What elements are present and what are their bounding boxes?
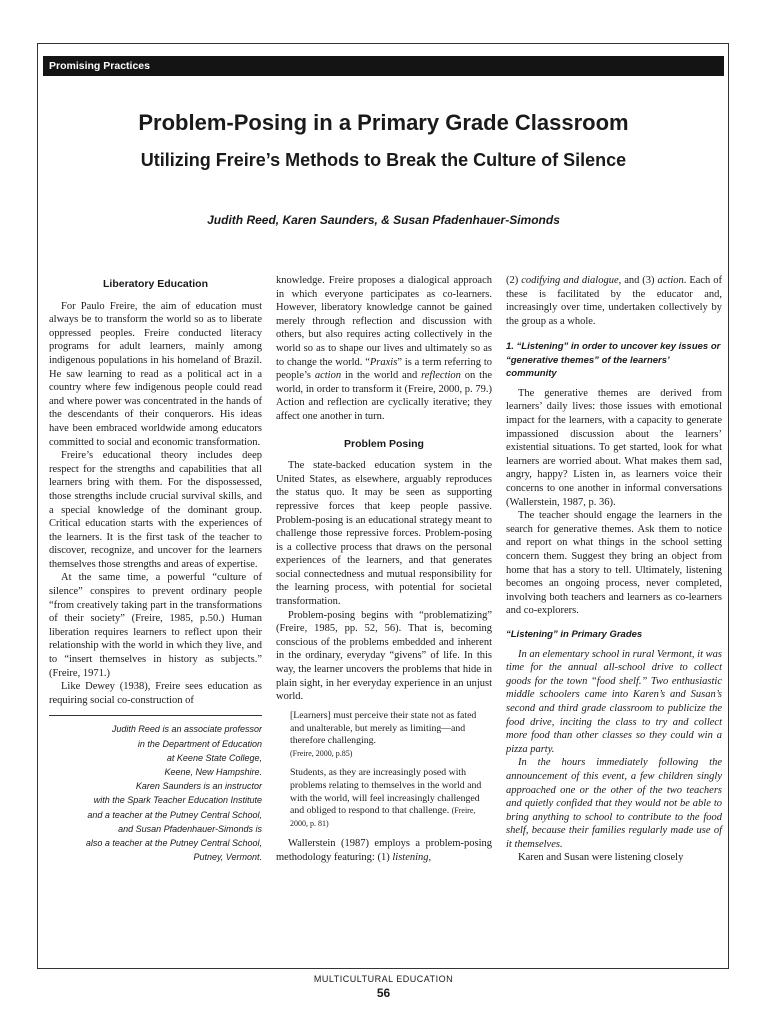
- author-bio: [49, 722, 262, 864]
- bio-line: and Susan Pfadenhauer-Simonds is: [118, 823, 262, 834]
- paragraph: The state-backed education system in the United States, as elsewhere, arguably reproduces the status quo. It may be seen as supporting repressive forces that keep people passive. Problem-posing is an educational strategy meant to challenge those repressive forces. Problem-posing is a collective process that draws on the personal experiences of the learners, and that generates social connectedness and mutual responsibility for the learning process, with potential for societal transformation.: [276, 460, 492, 608]
- paragraph: knowledge. Freire proposes a dialogical approach in which everyone participates as co-learners. However, liberatory knowledge cannot be gained merely through reflection and discussion with others, but also requires acting collectively in the world so as to shape our lives and ultimately so as to change the world. “Praxis” is a term referring to people’s action in the world and reflection on the world, in order to transform it (Freire, 2000, p. 79.) Action and reflection are cyclically iterative; they affect one another in turn.: [276, 275, 492, 422]
- journal-name: MULTICULTURAL EDUCATION: [313, 974, 454, 984]
- paragraph: For Paulo Freire, the aim of education must always be to transform the world so as to liberate oppressed peoples. Freire conducted literacy programs for adult learners, mainly among indigenous populations in his homeland of Brazil. He saw learning to read as a political act in a country where few indigenous people could read and where power was concentrated in the hands of the descendants of their conquerors. His ideas have been embraced worldwide among educators committed to social and economic transformation.: [49, 300, 262, 448]
- section-label: Promising Practices: [43, 56, 724, 76]
- bio-line: in the Department of Education: [137, 738, 262, 749]
- bio-line: with the Spark Teacher Education Institute: [93, 795, 262, 806]
- paragraph: In the hours immediately following the announcement of this event, a few children singly approached one or the other of the two teachers and quietly confided that they would not be able to bring anything to school to contribute to the food shelf, because their families regularly made use of it themselves.: [506, 757, 722, 850]
- block-quote: [Learners] must perceive their state not as fated and unalterable, but merely as limiting—and therefore challenging. (Freire, 2000, p.85): [290, 709, 477, 759]
- block-quote: Students, as they are increasingly posed with problems relating to themselves in the world and with the world, will feel increasingly challenged and obliged to respond to that challenge. (Freire, 2000, p. 81): [290, 767, 482, 829]
- column-2: [276, 274, 492, 864]
- paragraph: Wallerstein (1987) employs a problem-posing methodology featuring: (1) listening,: [276, 837, 492, 863]
- paragraph: At the same time, a powerful “culture of silence” conspires to prevent ordinary people “from creatively taking part in the transformations of their society” (Freire, 1985, p.50.) Human liberation requires learners to reflect upon their relationship with the world in which they live, and to “insert themselves in history as subjects.” (Freire, 1971.): [49, 572, 262, 679]
- paragraph: (2) codifying and dialogue, and (3) action. Each of these is facilitated by the educator and, increasingly over time, undertaken collectively by the group as a whole.: [506, 275, 722, 327]
- paragraph: In an elementary school in rural Vermont, it was time for the annual all-school drive to collect goods for the town “food shelf.” Two enthusiastic middle schoolers came into Karen’s and Susan’s second and third grade classroom to publicize the food drive, inciting the class to try and collect more food than other classes so they could win a pizza party.: [506, 648, 722, 755]
- bio-divider: [49, 715, 262, 716]
- heading-liberatory-education: Liberatory Education: [102, 278, 208, 290]
- bio-line: Putney, Vermont.: [193, 852, 262, 863]
- column-3: [506, 274, 722, 865]
- article-authors: Judith Reed, Karen Saunders, & Susan Pfadenhauer-Simonds: [207, 213, 560, 227]
- paragraph: Like Dewey (1938), Freire sees education as requiring social co-construction of: [49, 681, 262, 706]
- bio-line: Keene, New Hampshire.: [164, 767, 262, 778]
- bio-line: and a teacher at the Putney Central School,: [87, 809, 262, 820]
- bio-line: at Keene State College,: [166, 752, 262, 763]
- article-subtitle: Utilizing Freire’s Methods to Break the Culture of Silence: [140, 150, 627, 170]
- subheading-primary-grades: “Listening” in Primary Grades: [506, 628, 643, 640]
- paragraph: Karen and Susan were listening closely: [518, 852, 684, 864]
- bio-line: also a teacher at the Putney Central School,: [85, 838, 262, 849]
- paragraph: The generative themes are derived from learners’ daily lives: those issues with emotional impact for the learners, with a capacity to generate impassioned discussion about the learners’ existential situations. To get started, look for what learners are worried about. What makes them sad, angry, happy? Listen in, as learners voice their concerns to one another in informal conversations (Wallerstein, 1987, p. 36).: [506, 387, 722, 508]
- bio-line: Judith Reed is an associate professor: [111, 724, 262, 735]
- paragraph: The teacher should engage the learners in the search for generative themes. Ask them to notice and report on what things in the school setting concern them. Suggest they bring an object from home that has a story to tell. Ultimately, listening becomes an ongoing process, never completed, involving both teachers and learners as co-learners and co-explorers.: [506, 510, 722, 617]
- heading-problem-posing: Problem Posing: [344, 437, 424, 450]
- paragraph: Freire’s educational theory includes deep respect for the strengths and capabilities that all learners bring with them. For the dispossessed, those strengths include crucial survival skills, and a special knowledge of the dominant group. Critical education starts with the experiences of the learners. It is the first task of the teacher to discover, recognize, and uncover for the learners themselves those strengths and areas of expertise.: [49, 450, 262, 570]
- page-number: 56: [376, 986, 391, 1000]
- paragraph: Problem-posing begins with “problematizing” (Freire, 1985, pp. 52, 56). That is, becoming conscious of the problems embedded and inherent in the ordinary, everyday “givens” of life. In this way, the learner uncovers the problems that hide in plain sight, in her everyday experience in an unjust world.: [276, 609, 492, 703]
- subheading-listening: 1. “Listening” in order to uncover key issues or “generative themes” of the learners’ community: [506, 341, 721, 380]
- bio-line: Karen Saunders is an instructor: [135, 781, 262, 792]
- article-title: Problem-Posing in a Primary Grade Classroom: [138, 110, 629, 135]
- column-1: [49, 274, 262, 864]
